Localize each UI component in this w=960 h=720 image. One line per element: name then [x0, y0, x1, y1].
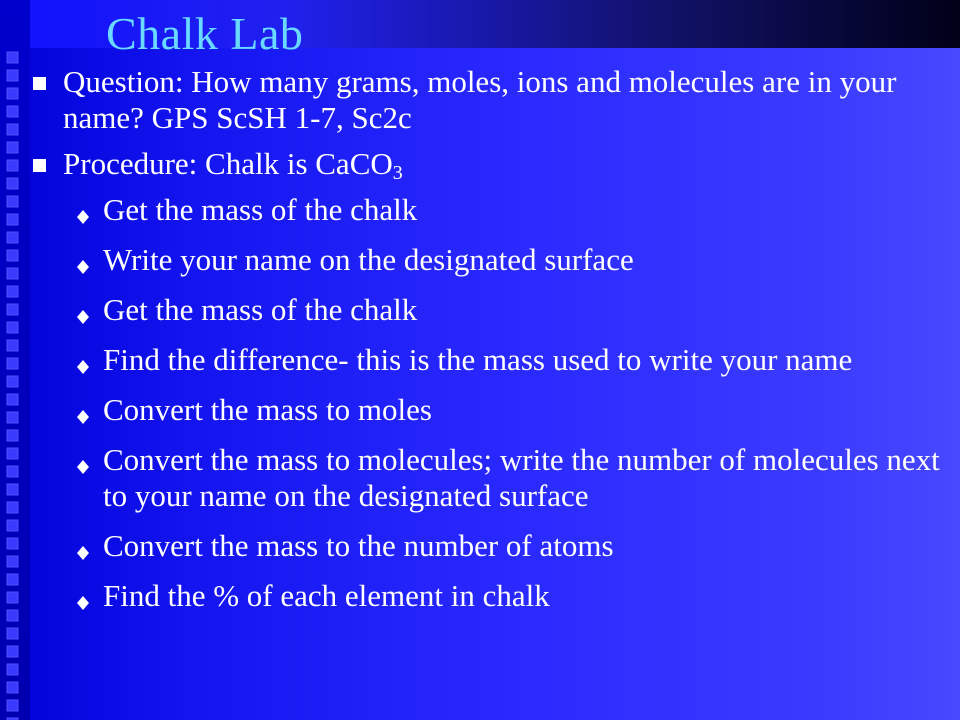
diamond-bullet-icon: [76, 200, 90, 222]
diamond-bullet-icon: [76, 350, 90, 372]
procedure-step: [28, 442, 948, 514]
diamond-bullet-icon: [76, 300, 90, 322]
procedure-step-text: Get the mass of the chalk: [103, 192, 418, 227]
procedure-step-text: Convert the mass to moles: [103, 392, 432, 427]
bullet-question: [28, 64, 948, 136]
diamond-bullet-icon: [76, 450, 90, 472]
diamond-bullet-icon: [76, 250, 90, 272]
procedure-step-text: Find the difference- this is the mass used to write your name: [103, 342, 853, 377]
square-bullet-icon: [33, 77, 46, 90]
procedure-step: [28, 192, 948, 228]
question-text: Question: How many grams, moles, ions and molecules are in your name? GPS ScSH 1-7, Sc2c: [63, 64, 897, 135]
procedure-step: [28, 242, 948, 278]
procedure-step-text: Find the % of each element in chalk: [103, 578, 550, 613]
square-bullet-icon: [33, 159, 46, 172]
bullet-procedure: [28, 146, 948, 182]
procedure-steps: [28, 192, 948, 614]
procedure-step-text: Get the mass of the chalk: [103, 292, 418, 327]
procedure-label: Procedure: Chalk is CaCO: [63, 146, 393, 181]
diamond-bullet-icon: [76, 586, 90, 608]
procedure-step: [28, 292, 948, 328]
procedure-step: [28, 392, 948, 428]
diamond-bullet-icon: [76, 400, 90, 422]
slide-title: Chalk Lab: [106, 8, 304, 59]
procedure-step-text: Convert the mass to molecules; write the number of molecules next to your name on the designated surface: [103, 442, 940, 513]
diamond-bullet-icon: [76, 536, 90, 558]
decorative-square-pattern: [0, 0, 30, 720]
procedure-step: [28, 578, 948, 614]
procedure-step: [28, 342, 948, 378]
procedure-subscript: 3: [392, 162, 403, 184]
procedure-step: [28, 528, 948, 564]
procedure-step-text: Convert the mass to the number of atoms: [103, 528, 614, 563]
procedure-step-text: Write your name on the designated surface: [103, 242, 634, 277]
slide-content: [28, 64, 948, 628]
